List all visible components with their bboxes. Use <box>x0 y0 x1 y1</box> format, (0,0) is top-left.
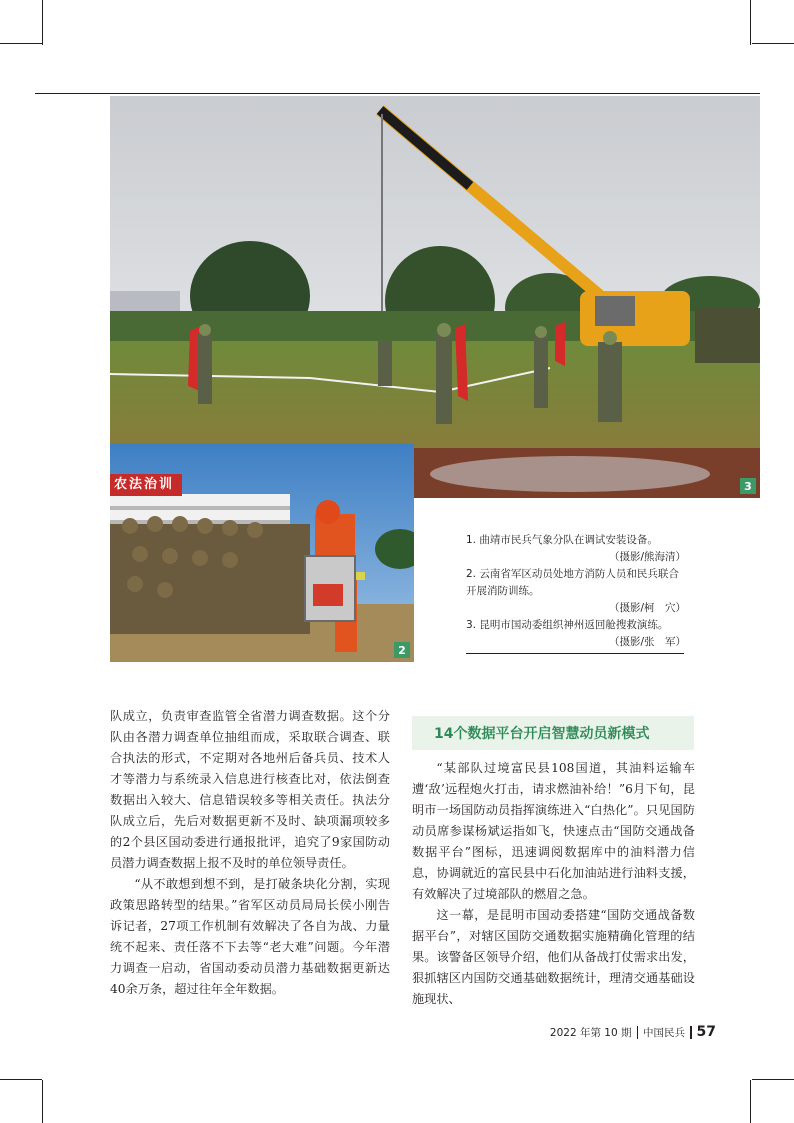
crop-mark <box>750 0 751 45</box>
crop-mark <box>752 43 794 44</box>
footer-divider <box>690 1026 692 1039</box>
body-paragraph: 队成立，负责审查监管全省潜力调查数据。这个分队由各潜力调查单位抽组而成，采取联合调查、联合执法的形式，不定期对各地州后备兵员、技术人才等潜力与系统录入信息进行核查比对，依法倒查数据出入较大、信息错误较多等相关责任。执法分队成立后，先后对数据更新不及时、缺项漏项较多的2个县区国动委进行通报批评，追究了9家国防动员潜力调查数据上报不及时的单位领导责任。 <box>110 709 390 870</box>
caption-credit: （摄影/柯 穴） <box>608 602 686 614</box>
section-heading: 14个数据平台开启智慧动员新模式 <box>412 716 694 750</box>
page-footer <box>550 1024 716 1040</box>
issue-label: 2022 年第 10 期 <box>549 1026 632 1039</box>
crane-scene-image <box>110 96 760 498</box>
body-column-left <box>110 706 390 1000</box>
body-paragraph: 这一幕，是昆明市国动委搭建“国防交通战备数据平台”，对辖区国防交通数据实施精确化管理的结果。该警备区领导介绍，他们从备战打仗需求出发，狠抓辖区内国防交通基础数据统计，理清交通基础设施现状、 <box>412 908 695 1006</box>
caption-rule <box>466 653 684 654</box>
crop-mark <box>0 43 42 44</box>
caption-text: 2. 云南省军区动员处地方消防人员和民兵联合开展消防训练。 <box>466 568 679 597</box>
photo-captions <box>466 532 686 651</box>
photo-number-badge: 3 <box>740 478 756 494</box>
caption-credit: （摄影/张 军） <box>608 636 686 648</box>
body-paragraph: “从不敢想到想不到，是打破条块化分割，实现政策思路转型的结果。”省军区动员局局长侯小刚告诉记者，27项工作机制有效解决了各自为战、力量统不起来、责任落不下去等“老大难”问题。今年潜力调查一启动，省国动委动员潜力基础数据更新达40余万条，超过往年全年数据。 <box>110 877 390 996</box>
crop-mark <box>42 0 43 45</box>
crop-mark <box>42 1080 43 1123</box>
crop-mark <box>752 1079 794 1080</box>
photo-crane-drill <box>110 96 760 498</box>
page-number: 57 <box>696 1024 716 1040</box>
header-rule <box>35 93 760 94</box>
photo-number-badge: 2 <box>394 642 410 658</box>
body-paragraph: “某部队过境富民县108国道，其油料运输车遭‘敌’远程炮火打击，请求燃油补给！”6月下旬，昆明市一场国防动员指挥演练进入“白热化”。只见国防动员席参谋杨斌运指如飞，快速点击“国防交通战备数据平台”图标，迅速调阅数据库中的油料潜力信息，协调就近的富民县中石化加油站进行油料支援，有效解决了过境部队的燃眉之急。 <box>412 761 695 901</box>
caption-text: 3. 昆明市国动委组织神州返回舱搜救演练。 <box>466 619 669 631</box>
magazine-name: 中国民兵 <box>643 1026 686 1039</box>
crop-mark <box>750 1080 751 1123</box>
caption-text: 1. 曲靖市民兵气象分队在调试安装设备。 <box>466 534 658 546</box>
caption-credit: （摄影/熊海清） <box>608 551 686 563</box>
photo-banner-text: 农法治训 <box>110 474 182 496</box>
crop-mark <box>0 1079 42 1080</box>
photo-fire-drill <box>110 444 414 662</box>
footer-divider <box>637 1026 639 1039</box>
body-column-right <box>412 758 695 1010</box>
